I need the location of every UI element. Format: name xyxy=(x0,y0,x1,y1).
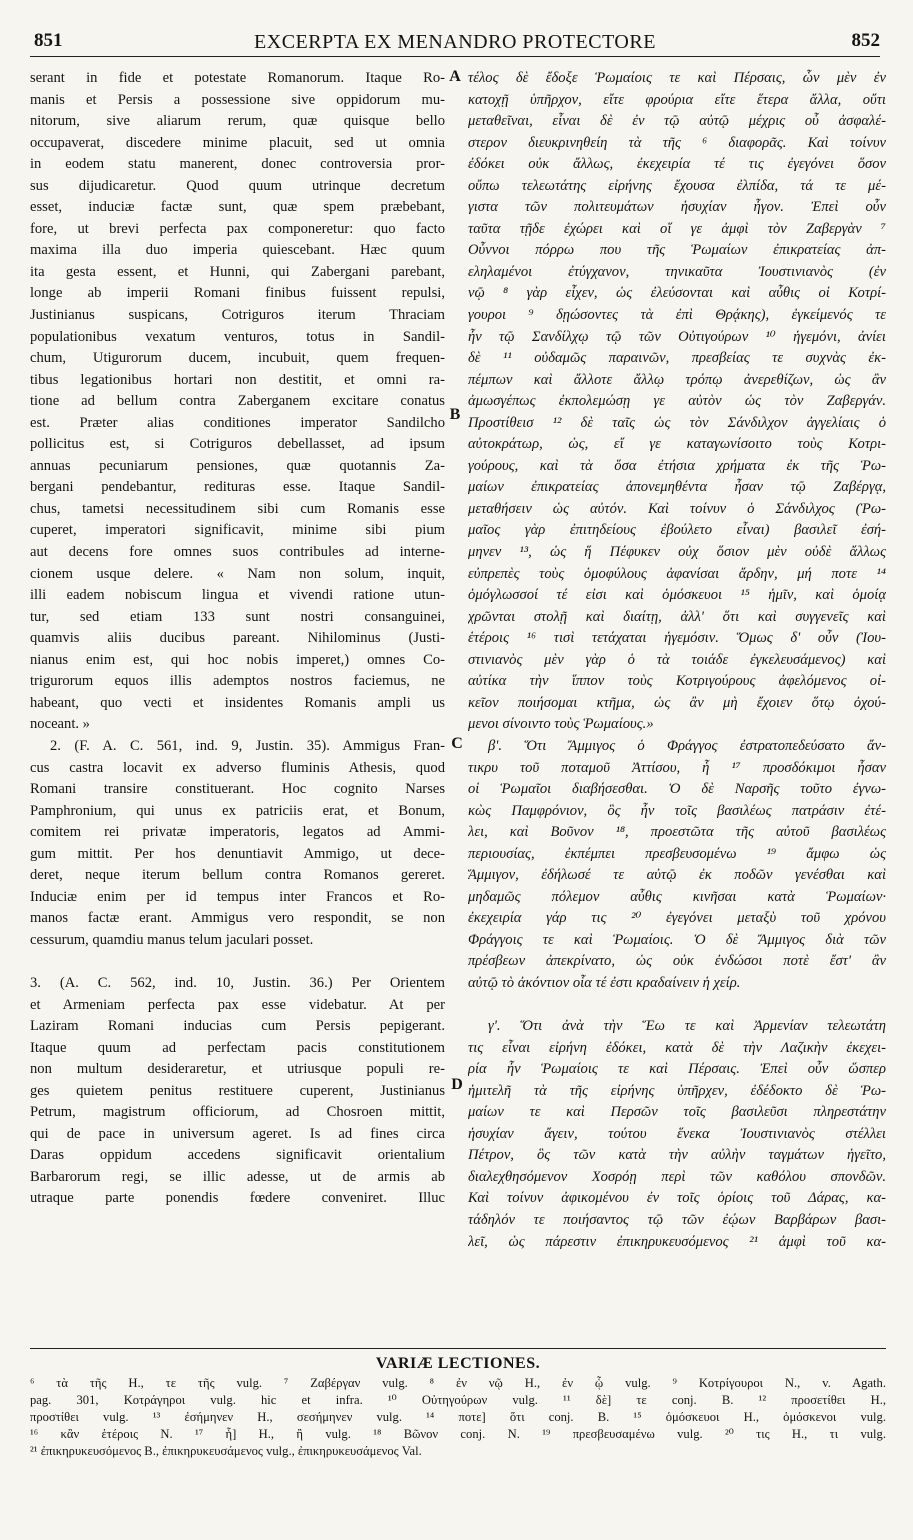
text-line: Pamphronium, qui unus ex patriciis erat, et Bonum, xyxy=(30,802,445,819)
text-line: est. Præter alias conditiones imperator Sandilcho xyxy=(30,414,445,431)
text-line: chus, tametsi necessitudinem sibi cum Romanis esse xyxy=(30,500,445,517)
text-line: αὐτῷ τὸ ἀκόντιον οἷα τέ ἐστι κραδαίνειν ἡ χείρ. xyxy=(468,974,741,991)
text-line: τέλος δὲ ἔδοξε Ῥωμαίοις τε καὶ Πέρσαις, ὧν μὲν ἐν xyxy=(468,70,886,86)
latin-section-3 xyxy=(30,973,445,1210)
text-line: Romani transire constituerant. Hoc cognito Narses xyxy=(30,781,445,798)
variant-line: ⁶ τὰ τῆς H., τε τῆς vulg. ⁷ Ζαβέργαν vulg. ⁸ ἐν νῷ H., ἐν ᾧ vulg. ⁹ Κοτρίγουροι N., v. Agath. xyxy=(30,1376,886,1390)
text-line: εὐπρεπὲς τοὺς ὁμοφύλους ἀφανίσαι ἄρδην, μή ποτε ¹⁴ xyxy=(468,565,886,582)
text-line: στερον διευκρινηθείη τὰ τῆς ⁶ διαφορᾶς. Καὶ τοίνυν xyxy=(468,134,886,151)
text-line: Petrum, magistrum officiorum, ad Chosroen mittit, xyxy=(30,1104,445,1121)
text-line: τάδηλόν τε ποιήσαντος τῷ τῶν ἐῴων Βαρβάρων βασι- xyxy=(468,1211,886,1228)
text-line: ἑτέροις ¹⁶ τισὶ τετάχαται ἡγεμόσιν. Ὅμως δ' οὖν (Ἰου- xyxy=(468,630,886,647)
variant-line: ²¹ ἐπικηρυκευσόμενος B., ἐπικηρυκευσάμενος vulg., ἐπικηρυκευσάμενος Val. xyxy=(30,1444,422,1458)
text-line: ἐκεχειρία γάρ τις ²⁰ ἐγεγόνει μεταξὺ τοῦ χρόνου xyxy=(468,910,886,927)
text-line: οὔπω τελεωτάτης εἰρήνης ἔχουσα ἐλπίδα, τά τε μέ- xyxy=(468,177,886,194)
greek-section-1 xyxy=(468,68,886,736)
text-line: quamvis aliis ducibus pareant. Nihilominus (Justi- xyxy=(30,630,445,647)
text-line: στινιανὸς μὲν γὰρ ὁ τὰ τοιάδε ἐγκελευσάμενος) καὶ xyxy=(468,651,886,668)
text-line: illi eadem nobiscum lingua et vivendi ratione utun- xyxy=(30,587,445,604)
text-line: annuas pecuniarum pensiones, quæ quotannis Za- xyxy=(30,457,445,474)
text-line: Daras oppidum accedens significavit orientalium xyxy=(30,1147,445,1164)
text-line: μεταθεῖναι, εἶναι δὲ ἐν τῷ αὐτῷ μέχρις οὗ ἀσφαλέ- xyxy=(468,113,886,130)
text-line: utraque parte ponendis fœdere conveniret. Illuc xyxy=(30,1190,445,1207)
text-line: tur, sed etiam 133 sunt nostri consanguinei, xyxy=(30,608,445,625)
text-line: non multum desideraretur, et utriusque populi re- xyxy=(30,1061,445,1078)
text-line: manis et Persis a possessione sive oppidorum mu- xyxy=(30,91,445,108)
text-line: tibus legationibus hortari non destitit, et omni ra- xyxy=(30,371,445,388)
text-line: cionem usque delere. « Nam non solum, inquit, xyxy=(30,565,445,582)
text-line: γούρους, καὶ τὰ ὅσα ἐτήσια χρήματα ἐκ τῆς Ῥω- xyxy=(468,457,886,474)
text-line: μενοι σίνοιντο τοὺς Ῥωμαίους.» xyxy=(468,716,654,733)
text-line: sus dijudicaretur. Quod quum utrinque decretum xyxy=(30,177,445,194)
text-line: χρῶνται στολῇ καὶ διαίτῃ, ἀλλ' ὅτι καὶ συγγενεῖς καὶ xyxy=(468,608,886,625)
margin-marker-b: B xyxy=(449,406,461,423)
text-line: περιουσίας, ἐκπέμπει πρεσβευσομένω ¹⁹ ἄμφω ὡς xyxy=(468,845,886,862)
text-line: Barbarorum regi, se illic adesse, ut de armis ab xyxy=(30,1168,445,1185)
text-line: Πέτρον, ὃς τῶν κατὰ τὴν αὐλὴν ταγμάτων ἡγεῖτο, xyxy=(468,1147,886,1164)
text-line: ταῦτα τῇδε ἐχώρει καὶ οἵ γε ἀμφὶ τὸν Ζαβεργὰν ⁷ xyxy=(468,220,886,237)
variant-line: pag. 301, Κοτράγηροι vulg. hic et infra. ¹⁰ Οὐτηγούρων vulg. ¹¹ δὲ] τε conj. B. ¹² προσετίθει H., xyxy=(30,1393,886,1407)
text-line: nianus enim est, qui hoc nobis imperet,) omnes Co- xyxy=(30,651,445,668)
text-line: cuperet, imperatori significavit, minime sibi pium xyxy=(30,522,445,539)
variant-line: ¹⁶ κἂν ἑτέροις N. ¹⁷ ἧ] H., ἢ vulg. ¹⁸ Βῶνον conj. N. ¹⁹ πρεσβευσαμένω vulg. ²⁰ τις H., τι vulg. xyxy=(30,1427,886,1441)
text-line: Ἄμμιγον, ἐδήλωσέ τε αὐτῷ ἐκ ποδῶν γενέσθαι καὶ xyxy=(468,867,886,884)
text-line: γουροι ⁹ δῃώσοντες τὰ ἐπὶ Θρᾴκης), ἐγκείμενός τε xyxy=(468,307,886,324)
text-line: populationibus vexatum venturos, totus in Sandil- xyxy=(30,328,445,345)
greek-section-2 xyxy=(468,736,886,995)
text-line: aut decens fore omnes suos contribules ad interne- xyxy=(30,544,445,561)
text-line: Προστίθεισ ¹² δὲ ταῖς ὡς τὸν Σάνδιλχον ἀγγελίαις ὁ xyxy=(468,414,886,431)
text-line: nitorum, sive aliarum rerum, quæ quisque bello xyxy=(30,113,445,130)
variae-lines xyxy=(30,1375,886,1460)
text-line: μαῖος γὰρ ἐπιτηδείους ἐβούλετο εἶναι) βασιλεῖ ἐσή- xyxy=(468,522,886,539)
text-line: pollicitus est, si Cotriguros debellasset, ad ipsum xyxy=(30,436,445,453)
text-line: 3. (A. C. 562, ind. 10, Justin. 36.) Per Orientem xyxy=(30,974,445,991)
text-line: Justinianus suspicans, Cotriguros iterum Thraciam xyxy=(30,307,445,324)
text-line: Καὶ τοίνυν ἀφικομένου ἐν τοῖς ὁρίοις τοῦ Δάρας, κα- xyxy=(468,1190,886,1207)
latin-column xyxy=(30,68,445,1210)
page-number-right: 852 xyxy=(851,30,880,51)
text-line: μεταθήσειν ὡς αὐτόν. Καὶ τοίνυν ὁ Σάνδιλχος (Ῥω- xyxy=(468,500,886,517)
text-line: tione ad bellum contra Zaberganem excitare conatus xyxy=(30,393,445,410)
text-line: ἡμιτελῆ τὰ τῆς εἰρήνης ὑπῆρχεν, ἐδέδοκτο δὲ Ῥω- xyxy=(468,1082,886,1099)
text-line: διαλεχθησόμενον Χοσρόῃ περὶ τῶν καθόλου σπονδῶν. xyxy=(468,1168,886,1185)
text-line: occupaverat, discedere minime placuit, sed ut omnia xyxy=(30,134,445,151)
text-line: Itaque quum ad perfectam pacis constitutionem xyxy=(30,1039,445,1056)
running-title: EXCERPTA EX MENANDRO PROTECTORE xyxy=(254,31,656,53)
text-line: cus castra locavit ex adverso fluminis Athesis, quod xyxy=(30,759,445,776)
text-line: trigurorum equos illis ademptos nostros faciemus, ne xyxy=(30,673,445,690)
margin-marker-d: D xyxy=(451,1076,463,1093)
text-line: fore, ut brevi perfecta pax componeretur: quo facto xyxy=(30,220,445,237)
text-line: serant in fide et potestate Romanorum. Itaque Ro- xyxy=(30,70,445,86)
text-line: αὐτοκράτωρ, ὡς, εἴ γε καταγωνίσοιτο τοὺς Κοτρι- xyxy=(468,436,886,453)
text-line: μηδαμῶς πόλεμον αὖθις κινῆσαι κατὰ Ῥωμαίων· xyxy=(468,888,886,905)
text-line: ἐδόκει οὐκ ἄλλως, ἐκεχειρία τέ τις ἐγεγόνει ὅσον xyxy=(468,156,886,173)
text-line: κατοχῇ ὑπῆρχον, εἴτε φρούρια εἴτε ἕτερα ἄλλα, οὔτι xyxy=(468,91,886,108)
text-line: ὁμόγλωσσοί τέ εἰσι καὶ ὁμόσκευοι ¹⁵ ἡμῖν, καὶ ὁμοίᾳ xyxy=(468,587,886,604)
text-line: Οὖννοι πόρρω που τῆς Ῥωμαίων ἐπικρατείας ἀπ- xyxy=(468,242,886,259)
text-line: in eodem statu manerent, donec controversia pror- xyxy=(30,156,445,173)
text-line: esset, induciæ factæ sunt, quæ spem præbebant, xyxy=(30,199,445,216)
text-line: μηνεν ¹³, ὡς ἥ Πέφυκεν οὐχ ὅσιον μὲν οὐδὲ ἄλλως xyxy=(468,544,886,561)
text-line: longe ab imperii Romani finibus fuissent repulsi, xyxy=(30,285,445,302)
variant-line: προστίθει vulg. ¹³ ἐσήμηνεν H., σεσήμηνεν vulg. ¹⁴ ποτε] ὅτι conj. B. ¹⁵ ὁμόσκευοι H., ὁμόσκενοι vulg. xyxy=(30,1410,886,1424)
text-line: γ'. Ὅτι ἀνὰ τὴν Ἕω τε καὶ Ἀρμενίαν τελεωτάτη xyxy=(488,1018,886,1035)
text-line: κὼς Παμφρόνιον, ὃς ἦν τοῖς βασιλέως πατράσιν ἐτέ- xyxy=(468,802,886,819)
greek-column xyxy=(468,68,886,1253)
text-line: μαίων ἐπικρατείας ἀπονεμηθέντα ἦσαν τῷ Ζαβέργᾳ, xyxy=(468,479,886,496)
text-line: πέμπων καὶ ἄλλοτε ἄλλῳ τρόπῳ ἀνερεθίζων, ὡς ἂν xyxy=(468,371,886,388)
text-line: ἦν τῷ Σανδίλχῳ τῷ τῶν Οὐτιγούρων ¹⁰ ἡγεμόνι, ἀνίει xyxy=(468,328,886,345)
text-line: deret, neque iterum bellum contra Romanos gereret. xyxy=(30,867,445,884)
text-line: ρία ἦν Ῥωμαίοις τε καὶ Πέρσαις. Ἐπεὶ οὖν ὥσπερ xyxy=(468,1061,886,1078)
text-line: qui de pace in universum ageret. Is ad fines circa xyxy=(30,1125,445,1142)
text-line: Φράγγοις τε καὶ Ῥωμαίοις. Ὁ δὲ Ἄμμιγος διὰ τῶν xyxy=(468,931,886,948)
running-head xyxy=(30,30,880,57)
text-line: πρέσβεων ἀπεκρίνατο, ὡς οὐκ ἐνδώσοι ποτὲ ἔστ' ἂν xyxy=(468,953,886,970)
text-line: 2. (F. A. C. 561, ind. 9, Justin. 35). Ammigus Fran- xyxy=(50,737,445,754)
text-line: et Armeniam perfecta pax esse videbatur. At per xyxy=(30,996,445,1013)
text-line: chum, Utigurorum ducem, incubuit, quem frequen- xyxy=(30,350,445,367)
text-line: gum mittit. Per hos denuntiavit Ammigo, ut dece- xyxy=(30,845,445,862)
text-line: bergani pendebantur, redituras esse. Itaque Sandil- xyxy=(30,479,445,496)
text-line: δὲ ¹¹ οὐδαμῶς παραινῶν, πρεσβείας τε συχνὰς ἐκ- xyxy=(468,350,886,367)
latin-section-2 xyxy=(30,736,445,951)
text-line: κεῖον ποιήσομαι κτῆμα, ὡς ἂν μὴ ἔχοιεν ὅτῳ ὀχού- xyxy=(468,694,886,711)
text-line: τις εἶναι εἰρήνη ἐδόκει, κατὰ δὲ τὴν Λαζικὴν ἐκεχει- xyxy=(468,1039,886,1056)
text-line: β'. Ὅτι Ἄμμιγος ὁ Φράγγος ἐστρατοπεδεύσατο ἄν- xyxy=(488,737,886,754)
text-line: αὐτίκα τὴν ἵππον τοὺς Κοτριγούρους ἀφελόμενος οἰ- xyxy=(468,673,886,690)
text-line: Laziram Romani inducias cum Persis pepigerant. xyxy=(30,1018,445,1035)
text-line: ita gesta essent, et Hunni, qui Zabergani parebant, xyxy=(30,263,445,280)
text-line: cessurum, quamdiu manus telum jaculari posset. xyxy=(30,931,314,948)
text-line: Induciæ enim per id tempus inter Francos et Ro- xyxy=(30,888,445,905)
text-line: λεῖ, ὡς πάρεστιν ἐπικηρυκευσόμενος ²¹ ἀμφὶ τοῦ κα- xyxy=(468,1233,886,1250)
text-line: οἱ Ῥωμαῖοι διαβήσεσθαι. Ὁ δὲ Ναρσῆς τοῦτο ἐγνω- xyxy=(468,781,886,798)
latin-section-1 xyxy=(30,68,445,736)
text-line: habeant, quo vecti et insidentes Romanis ampli us xyxy=(30,694,445,711)
text-line: maxima illa duo imperia quiescebant. Hæc quum xyxy=(30,242,445,259)
text-line: εληλαμένοι ἐτύγχανον, τηνικαῦτα Ἰουστινιανὸς (ἐν xyxy=(468,263,886,280)
margin-marker-c: C xyxy=(451,735,463,752)
text-line: νῷ ⁸ γὰρ εἶχεν, ὡς ἐλεύσονται καὶ αὖθις οἱ Κοτρί- xyxy=(468,285,886,302)
text-line: μαίων τε καὶ Περσῶν τοῖς βασιλεῦσι πληρεστάτην xyxy=(468,1104,886,1121)
text-line: ἀμωσγέπως ἐκπολεμώσῃ γε αὐτὸν ὡς τὸν Ζαβεργάν. xyxy=(468,393,886,410)
text-line: τικρυ τοῦ ποταμοῦ Ἀττίσου, ἧ ¹⁷ προσδόκιμοι ἦσαν xyxy=(468,759,886,776)
variae-title: VARIÆ LECTIONES. xyxy=(375,1355,541,1372)
text-line: λει, καὶ Βοῦνον ¹⁸, προεστῶτα τῆς αὐτοῦ βασιλέως xyxy=(468,824,886,841)
text-line: comitem rei privatæ imperatoris, legatos ad Ammi- xyxy=(30,824,445,841)
variae-lectiones xyxy=(30,1348,886,1460)
text-line: ἡσυχίαν ἄγειν, τούτου ἕνεκα Ἰουστινιανὸς στέλλει xyxy=(468,1125,886,1142)
margin-marker-a: A xyxy=(449,68,461,85)
text-line: manos factæ erant. Ammigus vero respondit, se non xyxy=(30,910,445,927)
text-line: γιστα τῶν πολιτευμάτων ἡσυχίαν ἦγον. Ἐπεὶ οὖν xyxy=(468,199,886,216)
text-line: ges quietem penitus restituere cuperent, Justinianus xyxy=(30,1082,445,1099)
greek-section-3 xyxy=(468,1016,886,1253)
page-number-left: 851 xyxy=(34,30,63,51)
text-line: noceant. » xyxy=(30,716,90,733)
